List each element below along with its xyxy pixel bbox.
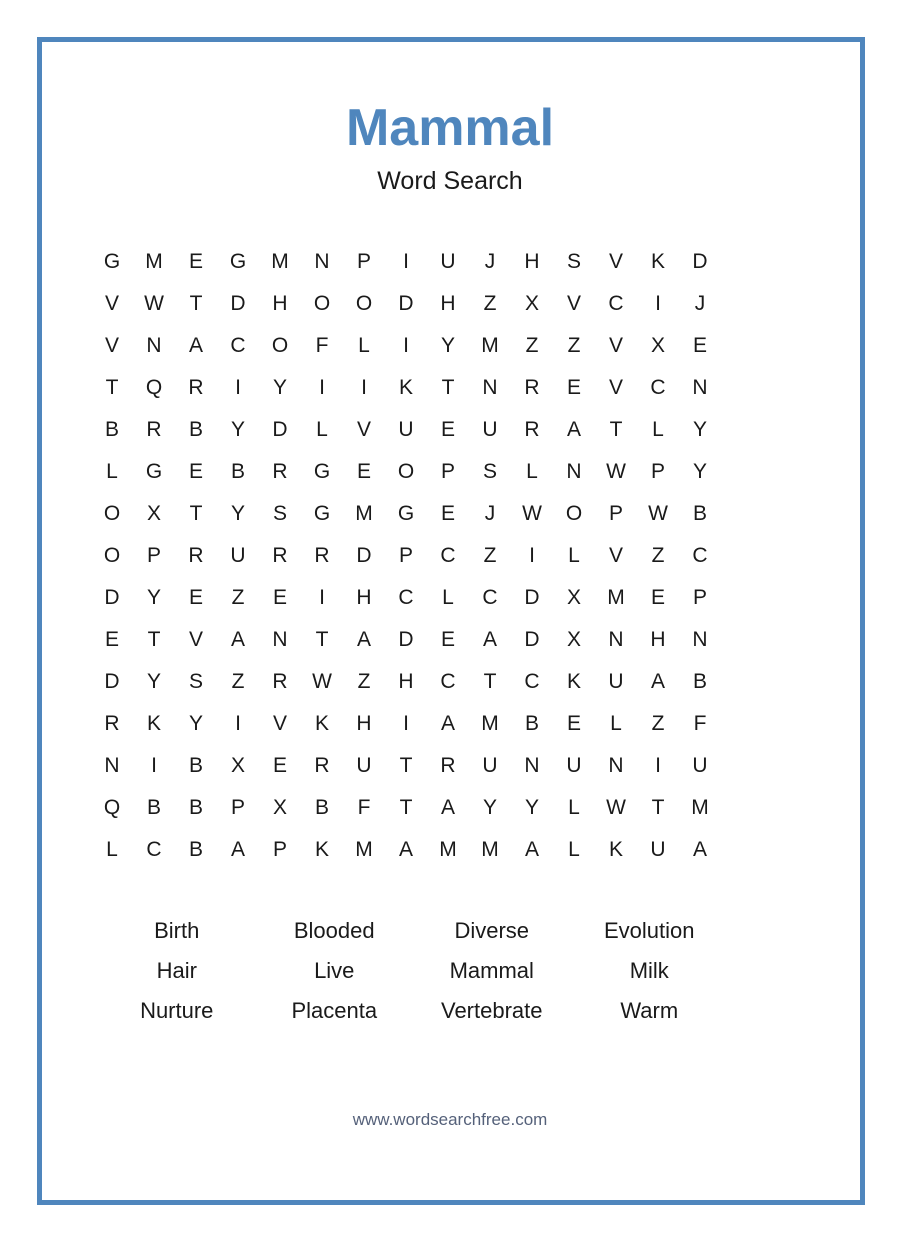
grid-cell[interactable]: B bbox=[104, 418, 119, 441]
grid-cell[interactable]: V bbox=[104, 292, 119, 315]
grid-cell[interactable]: J bbox=[694, 292, 706, 315]
grid-cell[interactable]: V bbox=[356, 418, 371, 441]
grid-cell[interactable]: I bbox=[403, 334, 409, 357]
grid-cell[interactable]: V bbox=[188, 628, 203, 651]
grid-cell[interactable]: A bbox=[356, 628, 371, 651]
grid-cell[interactable]: M bbox=[691, 796, 709, 819]
grid-cell[interactable]: Y bbox=[146, 586, 161, 609]
grid-cell[interactable]: N bbox=[524, 754, 540, 777]
grid-cell[interactable]: W bbox=[648, 502, 668, 525]
grid-cell[interactable]: L bbox=[358, 334, 370, 357]
grid-cell[interactable]: A bbox=[230, 838, 245, 861]
grid-cell[interactable]: E bbox=[692, 334, 707, 357]
grid-cell[interactable]: N bbox=[608, 754, 624, 777]
grid-cell[interactable]: R bbox=[104, 712, 120, 735]
grid-cell[interactable]: K bbox=[566, 670, 581, 693]
grid-cell[interactable]: E bbox=[356, 460, 371, 483]
grid-cell[interactable]: V bbox=[608, 544, 623, 567]
grid-cell[interactable]: T bbox=[147, 628, 161, 651]
grid-cell[interactable]: G bbox=[145, 460, 163, 483]
grid-cell[interactable]: G bbox=[229, 250, 247, 273]
grid-cell[interactable]: C bbox=[524, 670, 540, 693]
grid-cell[interactable]: S bbox=[188, 670, 203, 693]
grid-cell[interactable]: B bbox=[188, 796, 203, 819]
grid-cell[interactable]: G bbox=[103, 250, 121, 273]
grid-cell[interactable]: W bbox=[144, 292, 164, 315]
grid-cell[interactable]: K bbox=[650, 250, 665, 273]
grid-cell[interactable]: F bbox=[315, 334, 329, 357]
word-list-item: Diverse bbox=[454, 918, 530, 943]
grid-cell[interactable]: Y bbox=[230, 502, 245, 525]
grid-cell[interactable]: Z bbox=[483, 292, 497, 315]
grid-cell[interactable]: T bbox=[189, 502, 203, 525]
grid-cell[interactable]: H bbox=[272, 292, 288, 315]
grid-cell[interactable]: C bbox=[440, 544, 456, 567]
word-list-item: Mammal bbox=[449, 958, 534, 983]
grid-cell[interactable]: B bbox=[230, 460, 245, 483]
grid-cell[interactable]: C bbox=[692, 544, 708, 567]
grid-cell[interactable]: B bbox=[692, 670, 707, 693]
grid-cell[interactable]: E bbox=[440, 502, 455, 525]
grid-cell[interactable]: P bbox=[356, 250, 371, 273]
grid-cell[interactable]: U bbox=[650, 838, 666, 861]
word-list-item: Placenta bbox=[291, 998, 378, 1023]
grid-cell[interactable]: U bbox=[440, 250, 456, 273]
grid-cell[interactable]: Y bbox=[146, 670, 161, 693]
grid-cell[interactable]: I bbox=[235, 712, 241, 735]
grid-cell[interactable]: P bbox=[272, 838, 287, 861]
grid-cell[interactable]: Y bbox=[272, 376, 287, 399]
word-list-item: Blooded bbox=[293, 918, 375, 943]
grid-cell[interactable]: Y bbox=[692, 418, 707, 441]
grid-cell[interactable]: U bbox=[692, 754, 708, 777]
grid-cell[interactable]: R bbox=[272, 460, 288, 483]
grid-cell[interactable]: T bbox=[105, 376, 119, 399]
word-list bbox=[98, 911, 728, 1031]
grid-cell[interactable]: I bbox=[235, 376, 241, 399]
word-list-item: Nurture bbox=[140, 998, 214, 1023]
page-title: Mammal bbox=[345, 99, 555, 157]
grid-cell[interactable]: U bbox=[356, 754, 372, 777]
grid-cell[interactable]: J bbox=[484, 502, 496, 525]
grid-cell[interactable]: I bbox=[529, 544, 535, 567]
grid-cell[interactable]: E bbox=[440, 418, 455, 441]
grid-cell[interactable]: R bbox=[524, 376, 540, 399]
grid-cell[interactable]: P bbox=[398, 544, 413, 567]
grid-cell[interactable]: D bbox=[272, 418, 288, 441]
grid-cell[interactable]: Y bbox=[230, 418, 245, 441]
grid-cell[interactable]: N bbox=[566, 460, 582, 483]
grid-cell[interactable]: Z bbox=[231, 670, 245, 693]
grid-cell[interactable]: Y bbox=[692, 460, 707, 483]
grid-cell[interactable]: B bbox=[524, 712, 539, 735]
grid-cell[interactable]: H bbox=[650, 628, 666, 651]
grid-cell[interactable]: E bbox=[440, 628, 455, 651]
grid-cell[interactable]: H bbox=[524, 250, 540, 273]
grid-cell[interactable]: T bbox=[609, 418, 623, 441]
grid-cell[interactable]: C bbox=[482, 586, 498, 609]
grid-cell[interactable]: M bbox=[439, 838, 457, 861]
grid-cell[interactable]: Z bbox=[525, 334, 539, 357]
grid-cell[interactable]: A bbox=[230, 628, 245, 651]
grid-cell[interactable]: W bbox=[606, 460, 626, 483]
grid-cell[interactable]: G bbox=[313, 460, 331, 483]
grid-cell[interactable]: M bbox=[607, 586, 625, 609]
grid-cell[interactable]: J bbox=[484, 250, 496, 273]
grid-cell[interactable]: V bbox=[104, 334, 119, 357]
grid-cell[interactable]: O bbox=[103, 502, 121, 525]
grid-cell[interactable]: O bbox=[103, 544, 121, 567]
grid-cell[interactable]: S bbox=[482, 460, 497, 483]
grid-cell[interactable]: L bbox=[442, 586, 454, 609]
grid-cell[interactable]: T bbox=[441, 376, 455, 399]
grid-cell[interactable]: Q bbox=[145, 376, 163, 399]
grid-cell[interactable]: X bbox=[566, 628, 581, 651]
grid-cell[interactable]: Z bbox=[357, 670, 371, 693]
grid-cell[interactable]: F bbox=[693, 712, 707, 735]
grid-cell[interactable]: B bbox=[314, 796, 329, 819]
grid-cell[interactable]: N bbox=[272, 628, 288, 651]
grid-cell[interactable]: E bbox=[104, 628, 119, 651]
grid-cell[interactable]: O bbox=[355, 292, 373, 315]
grid-cell[interactable]: H bbox=[356, 712, 372, 735]
grid-cell[interactable]: W bbox=[606, 796, 626, 819]
grid-cell[interactable]: P bbox=[440, 460, 455, 483]
grid-cell[interactable]: Z bbox=[483, 544, 497, 567]
grid-cell[interactable]: O bbox=[397, 460, 415, 483]
grid-cell[interactable]: R bbox=[188, 544, 204, 567]
word-list-item: Hair bbox=[156, 958, 197, 983]
grid-cell[interactable]: R bbox=[314, 754, 330, 777]
word-list-item: Birth bbox=[154, 918, 200, 943]
grid-cell[interactable]: E bbox=[272, 586, 287, 609]
grid-cell[interactable]: X bbox=[650, 334, 665, 357]
grid-cell[interactable]: K bbox=[314, 838, 329, 861]
grid-cell[interactable]: M bbox=[355, 502, 373, 525]
grid-cell[interactable]: B bbox=[146, 796, 161, 819]
grid-cell[interactable]: W bbox=[522, 502, 542, 525]
grid-cell[interactable]: I bbox=[361, 376, 367, 399]
grid-cell[interactable]: M bbox=[481, 838, 499, 861]
grid-cell[interactable]: U bbox=[230, 544, 246, 567]
grid-cell[interactable]: L bbox=[526, 460, 538, 483]
grid-cell[interactable]: H bbox=[356, 586, 372, 609]
grid-cell[interactable]: Y bbox=[440, 334, 455, 357]
grid-cell[interactable]: K bbox=[146, 712, 161, 735]
grid-cell[interactable]: S bbox=[566, 250, 581, 273]
grid-cell[interactable]: R bbox=[272, 544, 288, 567]
grid-cell[interactable]: E bbox=[188, 460, 203, 483]
grid-cell[interactable]: D bbox=[398, 628, 414, 651]
grid-cell[interactable]: O bbox=[565, 502, 583, 525]
grid-cell[interactable]: B bbox=[188, 418, 203, 441]
grid-cell[interactable]: A bbox=[188, 334, 203, 357]
grid-cell[interactable]: L bbox=[568, 838, 580, 861]
grid-cell[interactable]: F bbox=[357, 796, 371, 819]
grid-cell[interactable]: R bbox=[314, 544, 330, 567]
grid-cell[interactable]: D bbox=[104, 670, 120, 693]
grid-cell[interactable]: X bbox=[272, 796, 287, 819]
grid-cell[interactable]: N bbox=[104, 754, 120, 777]
word-list-item: Milk bbox=[629, 958, 669, 983]
grid-cell[interactable]: E bbox=[566, 376, 581, 399]
grid-cell[interactable]: C bbox=[398, 586, 414, 609]
grid-cell[interactable]: M bbox=[481, 334, 499, 357]
grid-cell[interactable]: B bbox=[692, 502, 707, 525]
grid-cell[interactable]: X bbox=[566, 586, 581, 609]
grid-cell[interactable]: P bbox=[692, 586, 707, 609]
grid-cell[interactable]: C bbox=[650, 376, 666, 399]
grid-cell[interactable]: L bbox=[568, 796, 580, 819]
grid-cell[interactable]: T bbox=[399, 754, 413, 777]
grid-cell[interactable]: Y bbox=[188, 712, 203, 735]
grid-cell[interactable]: T bbox=[189, 292, 203, 315]
grid-cell[interactable]: G bbox=[397, 502, 415, 525]
grid-cell[interactable]: R bbox=[524, 418, 540, 441]
grid-cell[interactable]: O bbox=[271, 334, 289, 357]
grid-cell[interactable]: Z bbox=[651, 544, 665, 567]
grid-cell[interactable]: R bbox=[440, 754, 456, 777]
grid-cell[interactable]: I bbox=[151, 754, 157, 777]
grid-cell[interactable]: C bbox=[608, 292, 624, 315]
word-list-item: Evolution bbox=[603, 918, 695, 943]
grid-cell[interactable]: D bbox=[524, 628, 540, 651]
grid-cell[interactable]: I bbox=[655, 754, 661, 777]
grid-cell[interactable]: R bbox=[272, 670, 288, 693]
grid-cell[interactable]: E bbox=[188, 586, 203, 609]
grid-cell[interactable]: N bbox=[608, 628, 624, 651]
grid-cell[interactable]: U bbox=[398, 418, 414, 441]
page-subtitle: Word Search bbox=[377, 167, 523, 195]
grid-cell[interactable]: N bbox=[692, 628, 708, 651]
grid-cell[interactable]: X bbox=[230, 754, 245, 777]
grid-cell[interactable]: V bbox=[608, 376, 623, 399]
grid-cell[interactable]: Z bbox=[231, 586, 245, 609]
grid-cell[interactable]: L bbox=[316, 418, 328, 441]
grid-cell[interactable]: C bbox=[440, 670, 456, 693]
word-list-item: Warm bbox=[620, 998, 679, 1023]
grid-cell[interactable]: Y bbox=[482, 796, 497, 819]
grid-cell[interactable]: I bbox=[319, 586, 325, 609]
grid-cell[interactable]: U bbox=[482, 418, 498, 441]
grid-cell[interactable]: E bbox=[272, 754, 287, 777]
grid-cell[interactable]: M bbox=[481, 712, 499, 735]
grid-cell[interactable]: K bbox=[314, 712, 329, 735]
grid-cell[interactable]: N bbox=[314, 250, 330, 273]
grid-cell[interactable]: Z bbox=[567, 334, 581, 357]
grid-cell[interactable]: H bbox=[440, 292, 456, 315]
grid-cell[interactable]: T bbox=[315, 628, 329, 651]
grid-cell[interactable]: V bbox=[608, 334, 623, 357]
grid-cell[interactable]: I bbox=[403, 250, 409, 273]
grid-cell[interactable]: H bbox=[398, 670, 414, 693]
grid-cell[interactable]: I bbox=[319, 376, 325, 399]
grid-cell[interactable]: L bbox=[106, 838, 118, 861]
grid-cell[interactable]: Z bbox=[651, 712, 665, 735]
grid-cell[interactable]: G bbox=[313, 502, 331, 525]
grid-cell[interactable]: T bbox=[651, 796, 665, 819]
grid-cell[interactable]: K bbox=[608, 838, 623, 861]
grid-cell[interactable]: A bbox=[440, 796, 455, 819]
grid-cell[interactable]: L bbox=[106, 460, 118, 483]
grid-cell[interactable]: X bbox=[524, 292, 539, 315]
grid-cell[interactable]: A bbox=[650, 670, 665, 693]
grid-cell[interactable]: N bbox=[692, 376, 708, 399]
word-list-item: Live bbox=[314, 958, 355, 983]
grid-cell[interactable]: R bbox=[146, 418, 162, 441]
grid-cell[interactable]: L bbox=[610, 712, 622, 735]
grid-cell[interactable]: P bbox=[230, 796, 245, 819]
grid-cell[interactable]: P bbox=[650, 460, 665, 483]
grid-cell[interactable]: E bbox=[566, 712, 581, 735]
grid-cell[interactable]: D bbox=[398, 292, 414, 315]
grid-cell[interactable]: A bbox=[692, 838, 707, 861]
grid-cell[interactable]: D bbox=[230, 292, 246, 315]
grid-cell[interactable]: W bbox=[312, 670, 332, 693]
grid-cell[interactable]: U bbox=[482, 754, 498, 777]
grid-cell[interactable]: A bbox=[482, 628, 497, 651]
grid-cell[interactable]: P bbox=[146, 544, 161, 567]
grid-cell[interactable]: X bbox=[146, 502, 161, 525]
grid-cell[interactable]: Y bbox=[524, 796, 539, 819]
grid-cell[interactable]: A bbox=[398, 838, 413, 861]
grid-cell[interactable]: P bbox=[608, 502, 623, 525]
grid-cell[interactable]: I bbox=[655, 292, 661, 315]
grid-cell[interactable]: Q bbox=[103, 796, 121, 819]
grid-cell[interactable]: D bbox=[524, 586, 540, 609]
grid-cell[interactable]: M bbox=[145, 250, 163, 273]
grid-cell[interactable]: A bbox=[566, 418, 581, 441]
grid-cell[interactable]: U bbox=[566, 754, 582, 777]
grid-cell[interactable]: T bbox=[483, 670, 497, 693]
grid-cell[interactable]: M bbox=[271, 250, 289, 273]
grid-cell[interactable]: U bbox=[608, 670, 624, 693]
grid-cell[interactable]: R bbox=[188, 376, 204, 399]
grid-cell[interactable]: B bbox=[188, 838, 203, 861]
grid-cell[interactable]: K bbox=[398, 376, 413, 399]
grid-cell[interactable]: T bbox=[399, 796, 413, 819]
word-list-item: Vertebrate bbox=[440, 998, 543, 1023]
grid-cell[interactable]: D bbox=[356, 544, 372, 567]
letter-grid bbox=[91, 241, 721, 871]
grid-cell[interactable]: V bbox=[566, 292, 581, 315]
grid-cell[interactable]: D bbox=[692, 250, 708, 273]
grid-cell[interactable]: E bbox=[650, 586, 665, 609]
grid-cell[interactable]: D bbox=[104, 586, 120, 609]
grid-cell[interactable]: L bbox=[568, 544, 580, 567]
grid-cell[interactable]: I bbox=[403, 712, 409, 735]
grid-cell[interactable]: N bbox=[146, 334, 162, 357]
grid-cell[interactable]: V bbox=[608, 250, 623, 273]
grid-cell[interactable]: O bbox=[313, 292, 331, 315]
grid-cell[interactable]: A bbox=[524, 838, 539, 861]
grid-cell[interactable]: L bbox=[652, 418, 664, 441]
grid-cell[interactable]: S bbox=[272, 502, 287, 525]
grid-cell[interactable]: B bbox=[188, 754, 203, 777]
grid-cell[interactable]: N bbox=[482, 376, 498, 399]
grid-cell[interactable]: C bbox=[230, 334, 246, 357]
grid-cell[interactable]: E bbox=[188, 250, 203, 273]
grid-cell[interactable]: M bbox=[355, 838, 373, 861]
grid-cell[interactable]: A bbox=[440, 712, 455, 735]
grid-cell[interactable]: C bbox=[146, 838, 162, 861]
footer-url[interactable]: www.wordsearchfree.com bbox=[352, 1110, 548, 1129]
grid-cell[interactable]: V bbox=[272, 712, 287, 735]
